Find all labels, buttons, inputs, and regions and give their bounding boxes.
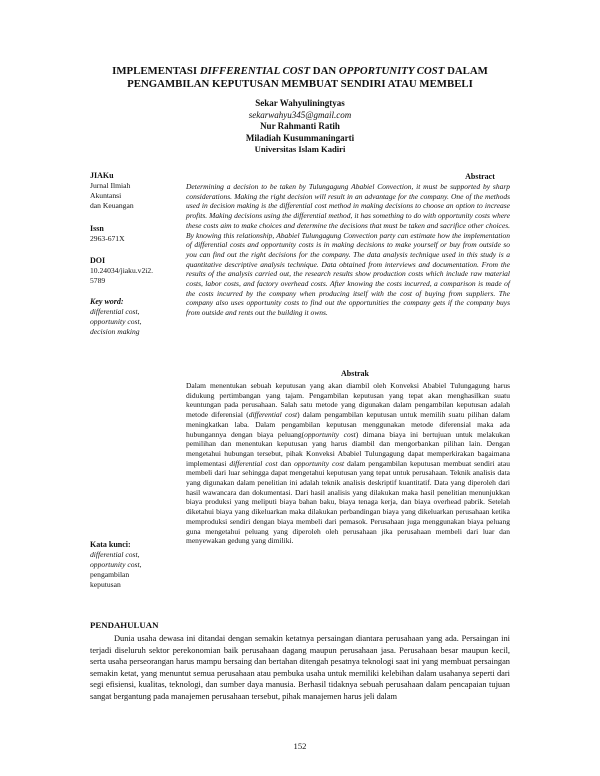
- section-heading: PENDAHULUAN: [90, 620, 159, 630]
- keyword-heading: Key word:: [90, 297, 124, 306]
- katakunci-item: opportunity cost,: [90, 560, 142, 569]
- author-2: Nur Rahmanti Ratih: [260, 121, 340, 132]
- sidebar-kata-kunci: [90, 540, 176, 590]
- katakunci-heading: Kata kunci:: [90, 540, 131, 549]
- abstrak-part: Dalam menentukan sebuah keputusan yang akan diambil oleh Konveksi Ababiel Tulungagung harus didukung pertimbangan yang tajam. Pengambilan keputusan yang tepat akan menghasilkan suatu keuntungan pada perusahaan. Salah satu metode yang digunakan dalam pengambilan keputusan adalah metode diferensial (: [186, 381, 510, 420]
- abstrak-term: differential cost: [248, 410, 298, 420]
- abstrak-term: opportunity cost: [304, 429, 356, 439]
- title-line2: PENGAMBILAN KEPUTUSAN MEMBUAT SENDIRI ATAU MEMBELI: [127, 78, 473, 90]
- author-email: sekarwahyu345@gmail.com: [248, 109, 352, 120]
- doi-line: 10.24034/jiaku.v2i2.: [90, 266, 154, 275]
- doi-line: 5789: [90, 276, 106, 285]
- abstrak-part: dan: [277, 458, 295, 468]
- keyword-item: decision making: [90, 327, 140, 336]
- abstrak-part: dalam pengambilan keputusan membuat sendiri atau membeli dari luar sehingga dapat mengetahui keputusan yang tepat untuk perusahaan. Teknik analisis data yang digunakan dalam penelitian ini adalah teknik analisis deskriptif kuantitatif. Data yang diperoleh dari hasil wawancara dan dokumentasi. Dari hasil analisis yang dilakukan maka hasil penelitian menunjukkan biaya produksi yang meliputi biaya bahan baku, biaya tenaga kerja, dan biaya overhead pabrik. Setelah diketahui biaya yang dikeluarkan maka dilakukan perbandingan biaya yang dikeluarkan perusahaan ketika memproduksi sendiri dengan biaya membeli dari pemasok. Perusahaan juga menggunakan biaya peluang guna mengetahui peluang yang diperoleh oleh perusahaan jika perusahaan membeli dari luar dan menyewakan gedung yang dimiliki.: [186, 458, 510, 546]
- title-line1-b: DIFFERENTIAL COST: [199, 65, 311, 77]
- journal-line: Jurnal Ilmiah: [90, 181, 131, 190]
- title-line1-a: IMPLEMENTASI: [112, 65, 200, 77]
- sidebar-doi: [90, 256, 176, 286]
- abstract-heading: Abstract: [465, 172, 495, 181]
- issn-value: 2963-671X: [90, 234, 125, 243]
- author-3: Miladiah Kusummaningarti: [245, 132, 355, 143]
- abstrak-heading: Abstrak: [340, 369, 369, 378]
- institution: Universitas Islam Kadiri: [254, 144, 346, 155]
- keyword-item: opportunity cost,: [90, 317, 142, 326]
- journal-heading: JIAKu: [90, 171, 114, 180]
- paper-title: [60, 65, 540, 91]
- keyword-item: differential cost,: [90, 307, 140, 316]
- issn-heading: Issn: [90, 224, 104, 233]
- title-line1-e: DALAM: [444, 65, 488, 77]
- abstract-english: Determining a decision to be taken by Tulungagung Ababiel Convection, it must be supported by sharp considerations. Making the right decision will result in an advantage for the company. One of the methods used in decision making is the differential cost method in making decisions to choose an option to increase profits. Making decisions using the differential method, it has something to do with opportunity costs where these costs aim to make choices and determine the decisions that must be taken and sacrifice other choices. By knowing this relationship, Ababiel Tulungagung Convection party can estimate how the implementation of differential costs and opportunity costs is in making decisions to make yourself or buy from outside so you can find out the right decisions for the company. The data analysis technique used in this study is a quantitative descriptive analysis technique. Data obtained from interviews and documentation. From the results of the analysis carried out, the research results show production costs which include raw material costs, labor costs, and factory overhead costs. After knowing the costs incurred, a comparison is made of the costs incurred by the company when producing itself with the cost of buying from suppliers. The company also uses opportunity costs to find out the opportunities the company gets if the company buys from outside and rents out the building it owns.: [186, 182, 510, 318]
- title-line1-d: OPPORTUNITY COST: [338, 65, 445, 77]
- author-block: [150, 98, 450, 156]
- katakunci-item: differential cost,: [90, 550, 140, 559]
- title-line1-c: DAN: [310, 65, 339, 77]
- abstrak-term: differential cost: [229, 458, 278, 468]
- sidebar-journal: [90, 171, 176, 211]
- journal-line: Akuntansi: [90, 191, 122, 200]
- abstrak-part: ) dimana biaya ini bertujuan untuk melakukan pemilihan dan menentukan keputusan yang harus diambil dan mengorbankan pilihan lain. Dengan mengetahui hubungan tersebut, pihak Konveksi Ababiel Tulungagung dapat memperkirakan bagaimana implementasi: [186, 429, 510, 468]
- sidebar-issn: [90, 224, 176, 244]
- author-1: Sekar Wahyuliningtyas: [255, 98, 345, 108]
- intro-paragraph: Dunia usaha dewasa ini ditandai dengan semakin ketatnya persaingan diantara perusahaan yang ada. Persaingan ini terjadi diseluruh sektor perekonomian baik perusahaan dagang maupun perusahaan jasa. Perusahaan besar maupun kecil, serta usaha perseorangan harus mampu bersaing dan bertahan ditengah pesatnya teknologi saat ini yang membuat persaingan semakin ketat, yang menuntut semua perusahaan atau pembuka usaha untuk memiliki kelebihan dalam usahanya seperti dari segi efisiensi, kualitas, teknologi, dan sumber daya manusia. Berhasil tidaknya sebuah perusahaan dalam pencapaian tujuan sangat bergantung pada manajemen perusahaan tersebut, pihak manajemen harus jeli dalam: [90, 634, 510, 701]
- katakunci-item: keputusan: [90, 580, 121, 589]
- sidebar-keywords: [90, 297, 176, 337]
- doi-heading: DOI: [90, 256, 106, 265]
- abstrak-term: opportunity cost: [294, 458, 345, 468]
- abstrak-indonesian: [186, 381, 510, 546]
- abstrak-part: ) dalam pengambilan keputusan untuk memilih suatu pilihan dalam meningkatkan laba. Dalam pengambilan keputusan menggunakan metode diferensial maka ada hubungannya dengan biaya peluang(: [186, 410, 510, 439]
- journal-line: dan Keuangan: [90, 201, 134, 210]
- katakunci-item: pengambilan: [90, 570, 130, 579]
- page-number: 152: [293, 741, 307, 751]
